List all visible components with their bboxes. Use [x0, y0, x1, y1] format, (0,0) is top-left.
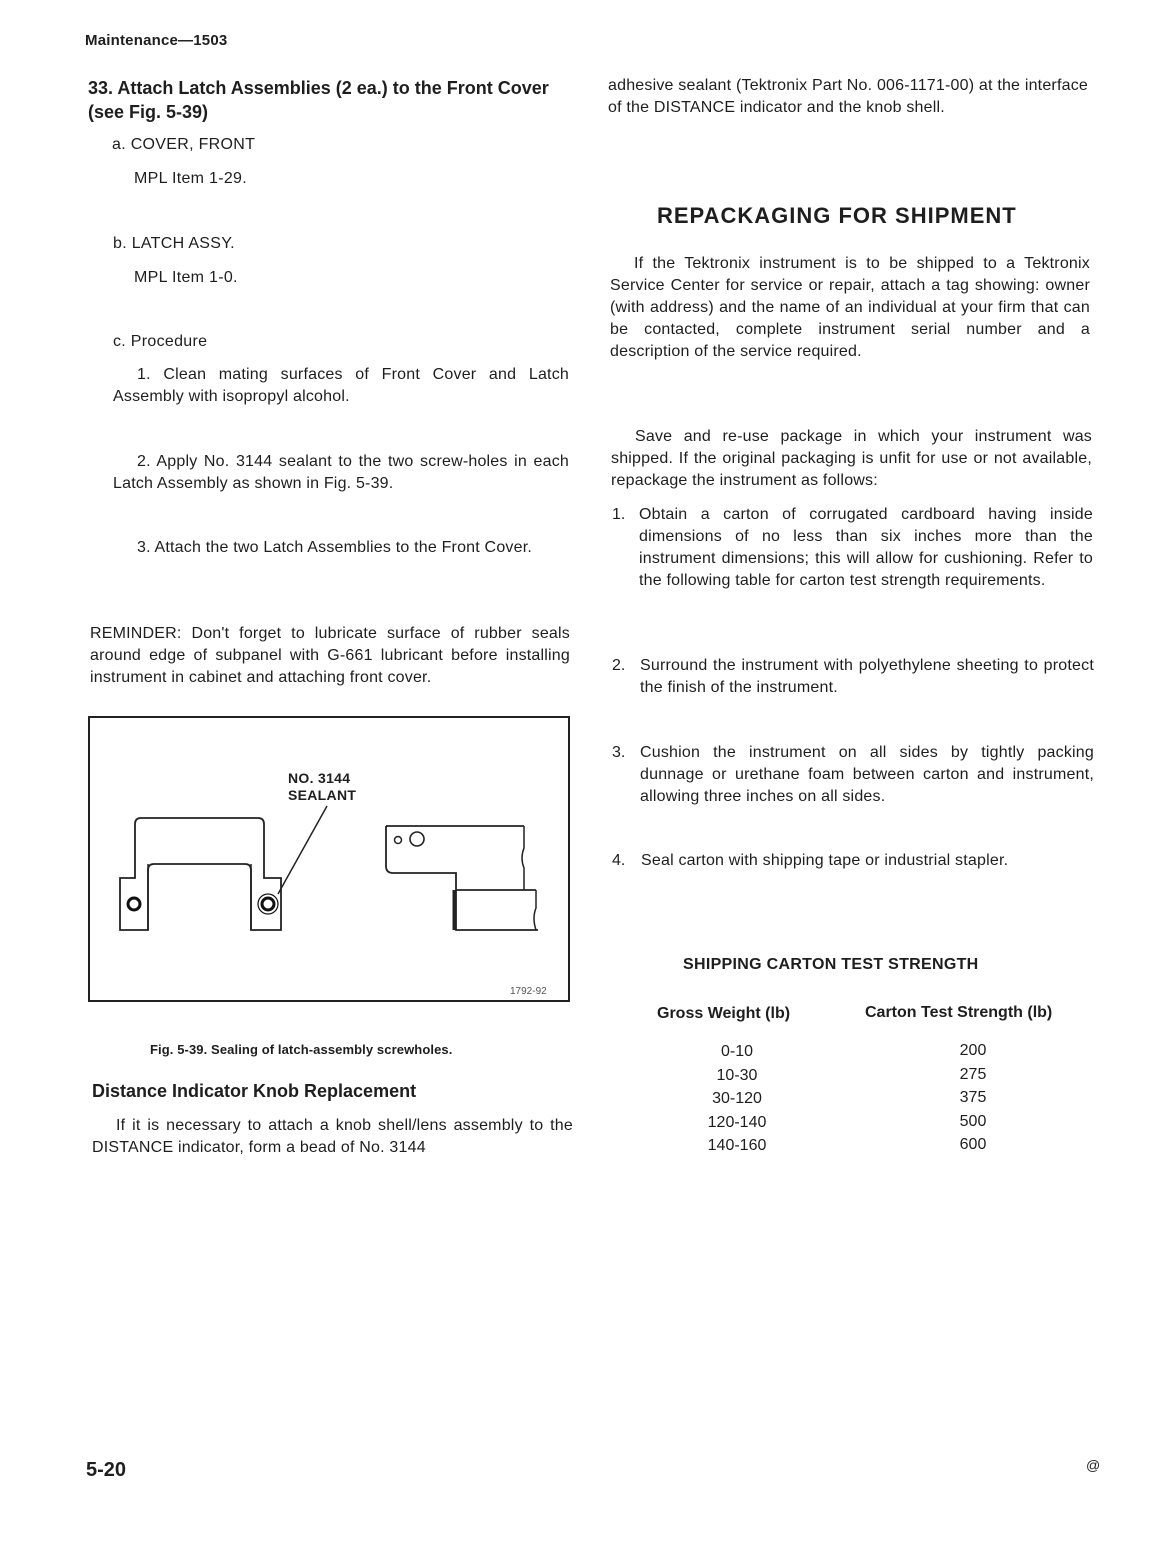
table-title: SHIPPING CARTON TEST STRENGTH: [683, 956, 979, 973]
table-column-strength: [913, 1039, 1033, 1157]
screw-hole-left: [128, 898, 140, 910]
table-header-strength: Carton Test Strength (lb): [865, 1004, 1053, 1021]
procedure-step-3: 3. Attach the two Latch Assemblies to the Front Cover.: [137, 539, 533, 556]
repackaging-para-1: If the Tektronix instrument is to be shipped to a Tektronix Service Center for service or repair, attach a tag showing: owner (with address) and the name of an individual at your firm that can be contacted, complete instrument serial number and a description of the service required.: [610, 255, 1090, 360]
item-a-label: a. COVER, FRONT: [112, 136, 256, 153]
list-number: 4.: [612, 852, 626, 869]
list-item-4: Seal carton with shipping tape or industrial stapler.: [641, 852, 1009, 869]
procedure-step-2: 2. Apply No. 3144 sealant to the two screw-holes in each Latch Assembly as shown in Fig. 5-39.: [113, 453, 569, 492]
table-column-weight: [677, 1040, 797, 1158]
table-cell-strength: 200: [959, 1042, 987, 1059]
leader-line: [278, 806, 327, 894]
list-number: 3.: [612, 744, 626, 761]
item-c-label: c. Procedure: [113, 333, 208, 350]
table-cell-strength: 600: [959, 1136, 987, 1154]
list-item-2: Surround the instrument with polyethylene sheeting to protect the finish of the instrument.: [640, 657, 1094, 696]
distance-knob-text-left: If it is necessary to attach a knob shell/lens assembly to the DISTANCE indicator, form a bead of No. 3144: [92, 1117, 573, 1156]
repackaging-para-2: Save and re-use package in which your instrument was shipped. If the original packaging is unfit for use or not available, repackage the instrument as follows:: [611, 428, 1092, 489]
screw-hole-right: [262, 898, 274, 910]
item-b-label: b. LATCH ASSY.: [113, 235, 235, 252]
procedure-step-1: 1. Clean mating surfaces of Front Cover and Latch Assembly with isopropyl alcohol.: [113, 366, 569, 405]
distance-knob-text-right: adhesive sealant (Tektronix Part No. 006-1171-00) at the interface of the DISTANCE indicator and the knob shell.: [608, 77, 1088, 116]
table-cell-weight: 140-160: [707, 1137, 767, 1155]
footer-mark: @: [1086, 1457, 1101, 1473]
figure-caption: Fig. 5-39. Sealing of latch-assembly screwholes.: [150, 1042, 453, 1057]
list-number: 2.: [612, 657, 626, 674]
cover-section: [386, 826, 538, 930]
cover-hole-small: [395, 837, 402, 844]
distance-knob-title: Distance Indicator Knob Replacement: [92, 1081, 417, 1101]
repackaging-title: REPACKAGING FOR SHIPMENT: [657, 203, 1017, 228]
table-cell-weight: 10-30: [716, 1066, 758, 1084]
step-33-title: 33. Attach Latch Assemblies (2 ea.) to the Front Cover (see Fig. 5-39): [88, 78, 549, 122]
table-cell-strength: 500: [959, 1112, 987, 1130]
list-item-1: Obtain a carton of corrugated cardboard having inside dimensions of no less than six inches more than the instrument dimensions; this will allow for cushioning. Refer to the following table for carton test strength requirements.: [639, 506, 1093, 589]
running-head: Maintenance—1503: [85, 32, 228, 49]
figure-label-no: NO. 3144: [288, 770, 351, 786]
item-a-mpl: MPL Item 1-29.: [134, 170, 247, 187]
table-cell-weight: 30-120: [712, 1090, 762, 1108]
figure-label-sealant: SEALANT: [288, 787, 357, 803]
figure-id: 1792-92: [510, 986, 547, 997]
cover-hole-large: [410, 832, 424, 846]
list-number: 1.: [612, 506, 626, 523]
table-cell-weight: 0-10: [720, 1043, 754, 1060]
table-header-weight: Gross Weight (lb): [657, 1005, 791, 1022]
reminder-note: REMINDER: Don't forget to lubricate surface of rubber seals around edge of subpanel with G-661 lubricant before installing instrument in cabinet and attaching front cover.: [90, 625, 570, 686]
table-cell-strength: 275: [959, 1065, 987, 1083]
page-number: 5-20: [86, 1459, 127, 1481]
latch-outline: [120, 818, 281, 930]
list-item-3: Cushion the instrument on all sides by tightly packing dunnage or urethane foam between carton and instrument, allowing three inches on all sides.: [640, 744, 1094, 805]
table-cell-strength: 375: [959, 1089, 987, 1107]
table-cell-weight: 120-140: [707, 1113, 767, 1131]
item-b-mpl: MPL Item 1-0.: [134, 269, 238, 286]
figure-5-39: [88, 716, 570, 1002]
latch-assembly-drawing: [90, 718, 568, 1000]
